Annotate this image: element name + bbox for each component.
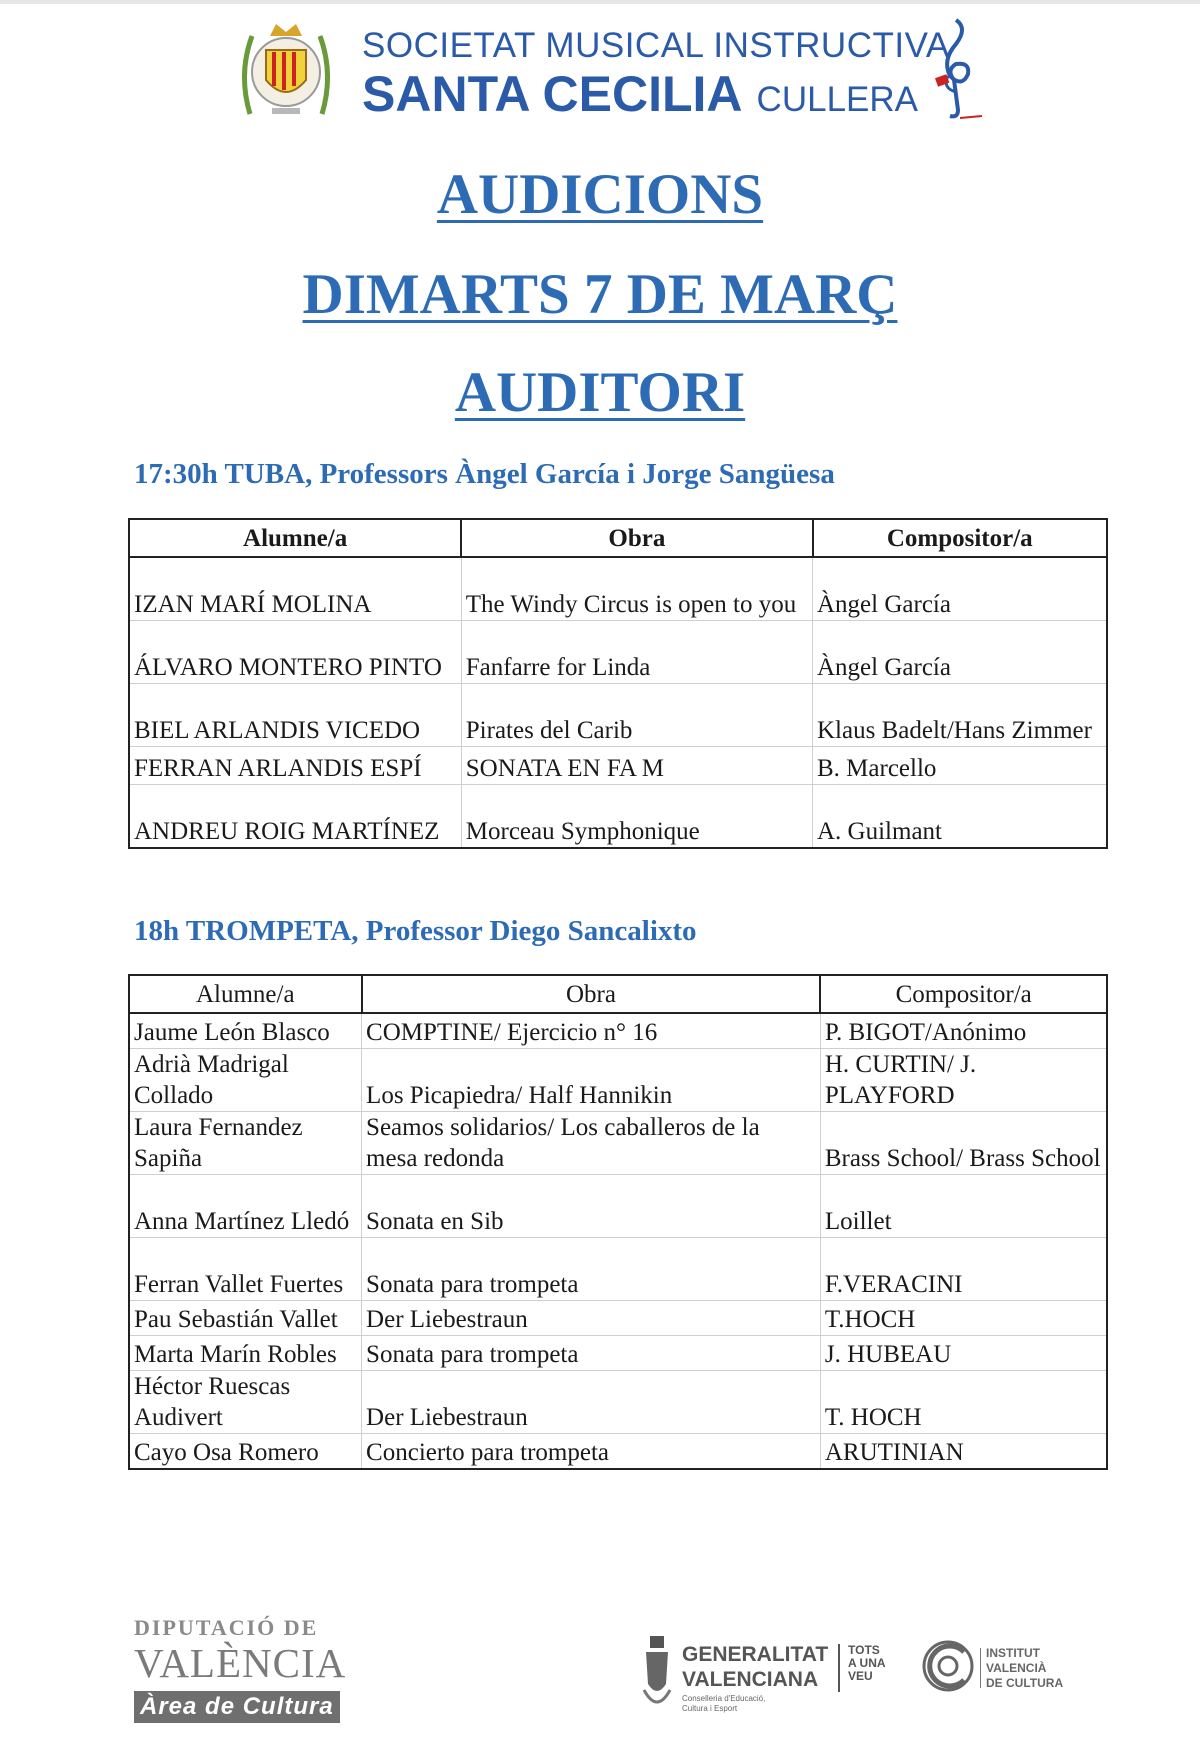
student-cell: Héctor Ruescas Audivert [129,1371,362,1434]
generalitat-subtitle [682,1694,765,1714]
table-row [129,1301,1107,1336]
table-row [129,1175,1107,1238]
composer-cell: B. Marcello [813,747,1108,785]
column-header-student: Alumne/a [129,519,461,557]
composer-cell: Àngel García [813,621,1108,684]
generalitat-line2: VALENCIANA [682,1668,819,1691]
composer-cell: T.HOCH [820,1301,1107,1336]
column-header-work: Obra [461,519,812,557]
tots-line1: TOTS [848,1643,880,1657]
diputacio-line2: VALÈNCIA [134,1640,347,1686]
table-header-row [129,975,1107,1013]
ivc-divider [980,1648,981,1688]
column-header-work: Obra [362,975,821,1013]
work-cell: Sonata en Sib [362,1175,821,1238]
composer-cell: F.VERACINI [820,1238,1107,1301]
composer-cell: Klaus Badelt/Hans Zimmer [813,684,1108,747]
work-cell: Concierto para trompeta [362,1434,821,1470]
treble-clef-icon [920,14,990,126]
table-header-row [129,519,1107,557]
ivc-line3: DE CULTURA [986,1676,1064,1690]
top-border [0,0,1200,4]
generalitat-valenciana-logo [642,1632,902,1722]
student-cell: ANDREU ROIG MARTÍNEZ [129,785,461,849]
work-cell: Sonata para trompeta [362,1336,821,1371]
composer-cell: Àngel García [813,557,1108,621]
table-row [129,621,1107,684]
section-heading-trumpet: 18h TROMPETA, Professor Diego Sancalixto [134,915,697,947]
tots-line2: A UNA [848,1656,886,1670]
composer-cell: A. Guilmant [813,785,1108,849]
trumpet-table [128,974,1108,1470]
table-row [129,684,1107,747]
column-header-composer: Compositor/a [813,519,1108,557]
tots-line3: VEU [848,1669,873,1683]
crest-logo-icon [236,14,336,126]
institut-valencia-cultura-logo [920,1632,1070,1712]
table-row [129,785,1107,849]
work-cell: The Windy Circus is open to you [461,557,812,621]
header [236,12,996,132]
student-cell: Laura Fernandez Sapiña [129,1112,362,1175]
diputacio-area-cultura: Àrea de Cultura [134,1691,340,1723]
student-cell: BIEL ARLANDIS VICEDO [129,684,461,747]
org-name-main: SANTA CECILIA [362,66,743,122]
title-date: DIMARTS 7 DE MARÇ [302,263,898,326]
table-row [129,1238,1107,1301]
table-row [129,1049,1107,1112]
work-cell: Fanfarre for Linda [461,621,812,684]
table-row [129,1434,1107,1470]
work-cell: Sonata para trompeta [362,1238,821,1301]
generalitat-divider [838,1644,840,1692]
title-audicions: AUDICIONS [436,163,764,226]
composer-cell: Brass School/ Brass School [820,1112,1107,1175]
work-cell: Los Picapiedra/ Half Hannikin [362,1049,821,1112]
column-header-composer: Compositor/a [820,975,1107,1013]
table-row [129,747,1107,785]
org-city: CULLERA [756,80,918,119]
student-cell: Jaume León Blasco [129,1013,362,1049]
student-cell: Ferran Vallet Fuertes [129,1238,362,1301]
composer-cell: J. HUBEAU [820,1336,1107,1371]
column-header-student: Alumne/a [129,975,362,1013]
org-name-line1: SOCIETAT MUSICAL INSTRUCTIVA [362,26,950,65]
table-row [129,1371,1107,1434]
work-cell: Morceau Symphonique [461,785,812,849]
org-name [362,26,950,128]
work-cell: Seamos solidarios/ Los caballeros de la mesa redonda [362,1112,821,1175]
generalitat-subtitle-line1: Conselleria d'Educació, [682,1694,766,1703]
ivc-line1: INSTITUT [986,1646,1040,1660]
tots-a-una-veu-logo [848,1644,886,1683]
student-cell: Anna Martínez Lledó [129,1175,362,1238]
composer-cell: P. BIGOT/Anónimo [820,1013,1107,1049]
student-cell: Adrià Madrigal Collado [129,1049,362,1112]
diputacio-line1: DIPUTACIÓ DE [134,1615,319,1640]
table-row [129,1013,1107,1049]
student-cell: IZAN MARÍ MOLINA [129,557,461,621]
title-venue: AUDITORI [454,361,746,424]
work-cell: COMPTINE/ Ejercicio n° 16 [362,1013,821,1049]
composer-cell: H. CURTIN/ J. PLAYFORD [820,1049,1107,1112]
student-cell: Cayo Osa Romero [129,1434,362,1470]
student-cell: ÁLVARO MONTERO PINTO [129,621,461,684]
generalitat-emblem-icon [642,1634,672,1714]
student-cell: FERRAN ARLANDIS ESPÍ [129,747,461,785]
work-cell: Der Liebestraun [362,1301,821,1336]
composer-cell: T. HOCH [820,1371,1107,1434]
work-cell: Pirates del Carib [461,684,812,747]
generalitat-line1: GENERALITAT [682,1643,829,1666]
work-cell: Der Liebestraun [362,1371,821,1434]
table-row [129,557,1107,621]
composer-cell: Loillet [820,1175,1107,1238]
org-name-line2 [362,66,950,128]
table-row [129,1112,1107,1175]
work-cell: SONATA EN FA M [461,747,812,785]
diputacio-valencia-logo [134,1615,364,1730]
generalitat-subtitle-line2: Cultura i Esport [682,1704,738,1713]
student-cell: Pau Sebastián Vallet [129,1301,362,1336]
ivc-emblem-icon [920,1638,976,1694]
section-heading-tuba: 17:30h TUBA, Professors Àngel García i Jorge Sangüesa [134,458,835,490]
student-cell: Marta Marín Robles [129,1336,362,1371]
ivc-line2: VALENCIÀ [986,1661,1047,1675]
ivc-name [986,1646,1063,1691]
tuba-table [128,518,1108,849]
generalitat-name [682,1642,828,1692]
composer-cell: ARUTINIAN [820,1434,1107,1470]
table-row [129,1336,1107,1371]
